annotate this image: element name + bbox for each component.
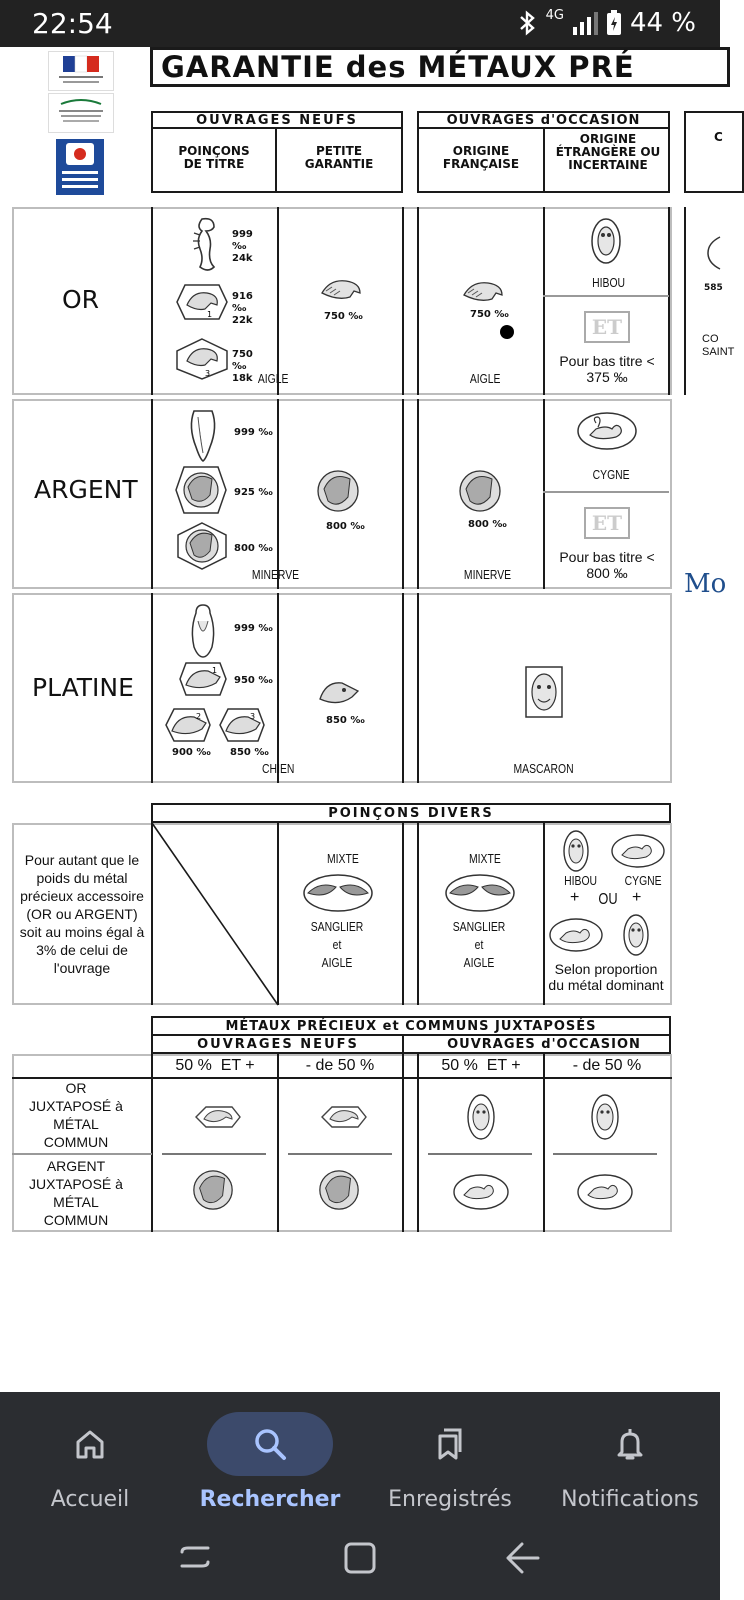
juxt-title: MÉTAUX PRÉCIEUX et COMMUNS JUXTAPOSÉS [225, 1018, 597, 1034]
sanglier-label: SANGLIER [452, 919, 506, 934]
metal-label-platine: PLATINE [32, 673, 134, 702]
svg-text:2: 2 [196, 712, 202, 721]
juxt-line [12, 1153, 152, 1155]
bell-icon [612, 1426, 648, 1462]
nav-notifications-label: Notifications [561, 1487, 699, 1512]
ministere-logo [48, 93, 114, 133]
juxt-neufs: OUVRAGES NEUFS [197, 1037, 359, 1052]
row-or-line [417, 207, 419, 395]
dog-head-icon [316, 677, 362, 709]
row-argent-line [402, 399, 404, 589]
metal-label-argent: ARGENT [34, 475, 138, 504]
juxt-line [288, 1153, 392, 1155]
swan-hallmark-icon [610, 833, 666, 869]
or-titre-916: 916 ‰ 22k [232, 291, 253, 326]
back-icon[interactable] [502, 1538, 542, 1578]
sanglier-aigle-hallmark-icon [302, 873, 374, 913]
nav-notifications-icon-wrap [567, 1412, 693, 1476]
or-cut-585: 585 [704, 283, 723, 293]
diagonal-line [152, 823, 278, 1005]
metal-label-or: OR [62, 285, 100, 314]
svg-text:3: 3 [205, 369, 211, 378]
row-or-line [543, 207, 545, 395]
juxt-line [402, 1034, 404, 1232]
battery-percent: 44 % [629, 8, 696, 38]
juxt-header [151, 1016, 671, 1036]
minerva-head-icon [190, 1167, 236, 1213]
row-or-line [277, 207, 279, 395]
platine-petite-850: 850 ‰ [326, 715, 365, 726]
or-titre-750: 750 ‰ 18k [232, 349, 253, 384]
cygne-label: CYGNE [624, 873, 662, 888]
et-label: et [474, 937, 484, 952]
platine-titre-850: 850 ‰ [230, 747, 269, 758]
nav-notifications[interactable] [540, 1392, 720, 1522]
platine-titre-name: CHIEN [262, 761, 295, 776]
or-bas-titre: Pour bas titre < 375 ‰ [559, 353, 655, 385]
home-button-icon[interactable] [340, 1538, 380, 1578]
swan-hallmark-icon [576, 411, 638, 451]
svg-text:1: 1 [212, 666, 218, 675]
header-cut-column [684, 111, 744, 193]
eagle-hallmark-icon [175, 337, 229, 381]
row-argent-line [277, 399, 279, 589]
eagle-outline-icon [318, 1103, 370, 1131]
nav-enregistres-label: Enregistrés [388, 1487, 512, 1512]
header-ouvrages-occasion [417, 111, 670, 193]
juxt-col-moins: - de 50 % [305, 1057, 375, 1074]
document-image[interactable] [0, 47, 735, 1392]
juxt-row-argent: ARGENT JUXTAPOSÉ à MÉTAL COMMUN [29, 1158, 123, 1228]
minerva-head-icon [456, 467, 504, 515]
page-title: GARANTIE des MÉTAUX PRÉ [161, 50, 635, 84]
platine-titre-999: 999 ‰ [234, 623, 273, 634]
juxt-line [277, 1054, 279, 1232]
seahorse-icon [188, 215, 222, 275]
platine-titre-900: 900 ‰ [172, 747, 211, 758]
page-title-banner [150, 47, 730, 87]
svg-text:3: 3 [250, 712, 256, 721]
battery-icon [606, 10, 622, 36]
sanglier-label: SANGLIER [310, 919, 364, 934]
juxt-line [417, 1054, 419, 1232]
juxt-row-or: OR JUXTAPOSÉ à MÉTAL COMMUN [29, 1080, 123, 1150]
mixte-label: MIXTE [326, 851, 359, 866]
or-petite-750: 750 ‰ [324, 311, 363, 322]
owl-hallmark-icon [622, 913, 650, 957]
juxt-line [428, 1153, 532, 1155]
mascaron-hallmark-icon [524, 665, 564, 719]
cut-link-text[interactable]: Mo [684, 569, 727, 599]
dog-hallmark-icon [178, 661, 228, 697]
penguin-icon [188, 601, 218, 659]
argent-titre-name: MINERVE [251, 567, 300, 582]
minerva-head-icon [314, 467, 362, 515]
or-cut-text: CO SAINT [702, 333, 735, 358]
status-time: 22:54 [32, 7, 113, 40]
juxt-occasion: OUVRAGES d'OCCASION [447, 1037, 641, 1052]
system-nav [0, 1522, 720, 1600]
juxt-line [151, 1054, 153, 1232]
or-fr-750: 750 ‰ [470, 309, 509, 320]
header-divider [543, 129, 545, 191]
row-or-line [668, 207, 670, 395]
argent-fr-800: 800 ‰ [468, 519, 507, 530]
swan-hallmark-icon [548, 917, 604, 953]
argent-titre-999: 999 ‰ [234, 427, 273, 438]
status-bar [0, 0, 720, 47]
or-titre-name: AIGLE [257, 371, 289, 386]
eagle-outline-icon [192, 1103, 244, 1131]
nav-enregistres[interactable] [360, 1392, 540, 1522]
eagle-head-icon [460, 277, 506, 307]
republique-logo [48, 51, 114, 91]
selon-proportion: Selon proportion du métal dominant [548, 961, 664, 993]
swan-hallmark-icon [576, 1173, 634, 1211]
et-hallmark-icon [584, 507, 630, 539]
eagle-hallmark-icon [175, 283, 229, 321]
or-hibou: HIBOU [592, 275, 626, 290]
et-hallmark-icon [584, 311, 630, 343]
juxt-line [162, 1153, 266, 1155]
row-platine-line [277, 593, 279, 783]
black-dot [500, 325, 514, 339]
or-titre-999: 999 ‰ 24k [232, 229, 253, 264]
row-or-line [684, 207, 686, 395]
search-icon [252, 1426, 288, 1462]
aigle-label: AIGLE [463, 955, 495, 970]
divers-title: POINÇONS DIVERS [328, 805, 494, 821]
hibou-label: HIBOU [564, 873, 598, 888]
header-poincons-titre: POINÇONS DE TITRE [178, 144, 250, 171]
owl-hallmark-icon [466, 1093, 496, 1141]
argent-petite-800: 800 ‰ [326, 521, 365, 532]
sanglier-aigle-hallmark-icon [444, 873, 516, 913]
row-argent-line [151, 399, 153, 589]
plus-sign: + [570, 889, 580, 906]
owl-hallmark-icon [562, 829, 590, 873]
status-icons [518, 8, 696, 38]
header-cut-label: C [714, 130, 723, 144]
divers-line [402, 823, 404, 1005]
divers-note: Pour autant que le poids du métal précieux accessoire (OR ou ARGENT) soit au moins égal à 3% de celui de l'ouvrage [19, 852, 145, 976]
nav-accueil-label: Accueil [50, 1487, 130, 1512]
row-or-split [543, 295, 669, 297]
svg-text:1: 1 [207, 310, 213, 319]
juxt-line [553, 1153, 657, 1155]
header-petite-garantie: PETITE GARANTIE [304, 144, 374, 171]
platine-occasion-name: MASCARON [513, 761, 574, 776]
argent-cygne: CYGNE [592, 467, 630, 482]
argent-fr-name: MINERVE [463, 567, 512, 582]
minerva-hallmark-icon [174, 465, 228, 515]
nav-enregistres-icon-wrap [387, 1412, 513, 1476]
et-hallmark-text: ET [591, 511, 623, 535]
row-argent-split [543, 491, 669, 493]
juxt-col-plus: 50 % ET + [175, 1057, 255, 1074]
nav-accueil-icon-wrap [27, 1412, 153, 1476]
juxt-col-plus: 50 % ET + [441, 1057, 521, 1074]
row-platine-line [417, 593, 419, 783]
row-or-line [402, 207, 404, 395]
header-divider [275, 129, 277, 191]
row-argent-line [543, 399, 545, 589]
or-fr-name: AIGLE [469, 371, 501, 386]
ou-label: OU [598, 891, 618, 908]
aigle-label: AIGLE [321, 955, 353, 970]
et-hallmark-text: ET [591, 315, 623, 339]
owl-hallmark-icon [590, 1093, 620, 1141]
nav-rechercher[interactable] [180, 1392, 360, 1522]
owl-hallmark-icon [590, 217, 622, 265]
divers-header [151, 803, 671, 823]
argent-bas-titre: Pour bas titre < 800 ‰ [559, 549, 655, 581]
nav-accueil[interactable] [0, 1392, 180, 1522]
platine-titre-950: 950 ‰ [234, 675, 273, 686]
header-origine-francaise: ORIGINE FRANÇAISE [442, 144, 520, 171]
bookmarks-icon [432, 1426, 468, 1462]
header-origine-etrangere: ORIGINE ÉTRANGÈRE OU INCERTAINE [555, 132, 661, 172]
swan-hallmark-icon [452, 1173, 510, 1211]
divers-line [543, 823, 545, 1005]
dog-hallmark-icon [218, 707, 266, 743]
dog-hallmark-icon [164, 707, 212, 743]
recents-icon[interactable] [176, 1538, 216, 1578]
signal-icon [572, 11, 598, 35]
amphora-icon [186, 407, 220, 463]
douanes-logo [56, 139, 104, 195]
header-ouvrages-occasion-label: OUVRAGES d'OCCASION [419, 113, 668, 129]
row-platine-line [402, 593, 404, 783]
row-or-line [151, 207, 153, 395]
network-type: 4G [545, 7, 564, 23]
divers-line [417, 823, 419, 1005]
argent-titre-800: 800 ‰ [234, 543, 273, 554]
row-platine-line [151, 593, 153, 783]
nav-rechercher-icon-wrap [207, 1412, 333, 1476]
minerva-head-icon [316, 1167, 362, 1213]
header-ouvrages-neufs-label: OUVRAGES NEUFS [153, 113, 401, 129]
row-argent-line [417, 399, 419, 589]
argent-titre-925: 925 ‰ [234, 487, 273, 498]
et-label: et [332, 937, 342, 952]
nav-rechercher-label: Rechercher [199, 1487, 341, 1512]
home-icon [72, 1426, 108, 1462]
juxt-col-moins: - de 50 % [572, 1057, 642, 1074]
plus-sign: + [632, 889, 642, 906]
eagle-head-icon [318, 275, 364, 305]
header-ouvrages-neufs [151, 111, 403, 193]
cut-hallmark-icon [706, 233, 720, 273]
mixte-label: MIXTE [468, 851, 501, 866]
minerva-hallmark-icon [176, 521, 228, 571]
bottom-nav [0, 1392, 720, 1600]
bluetooth-icon [518, 10, 538, 36]
juxt-line [543, 1054, 545, 1232]
